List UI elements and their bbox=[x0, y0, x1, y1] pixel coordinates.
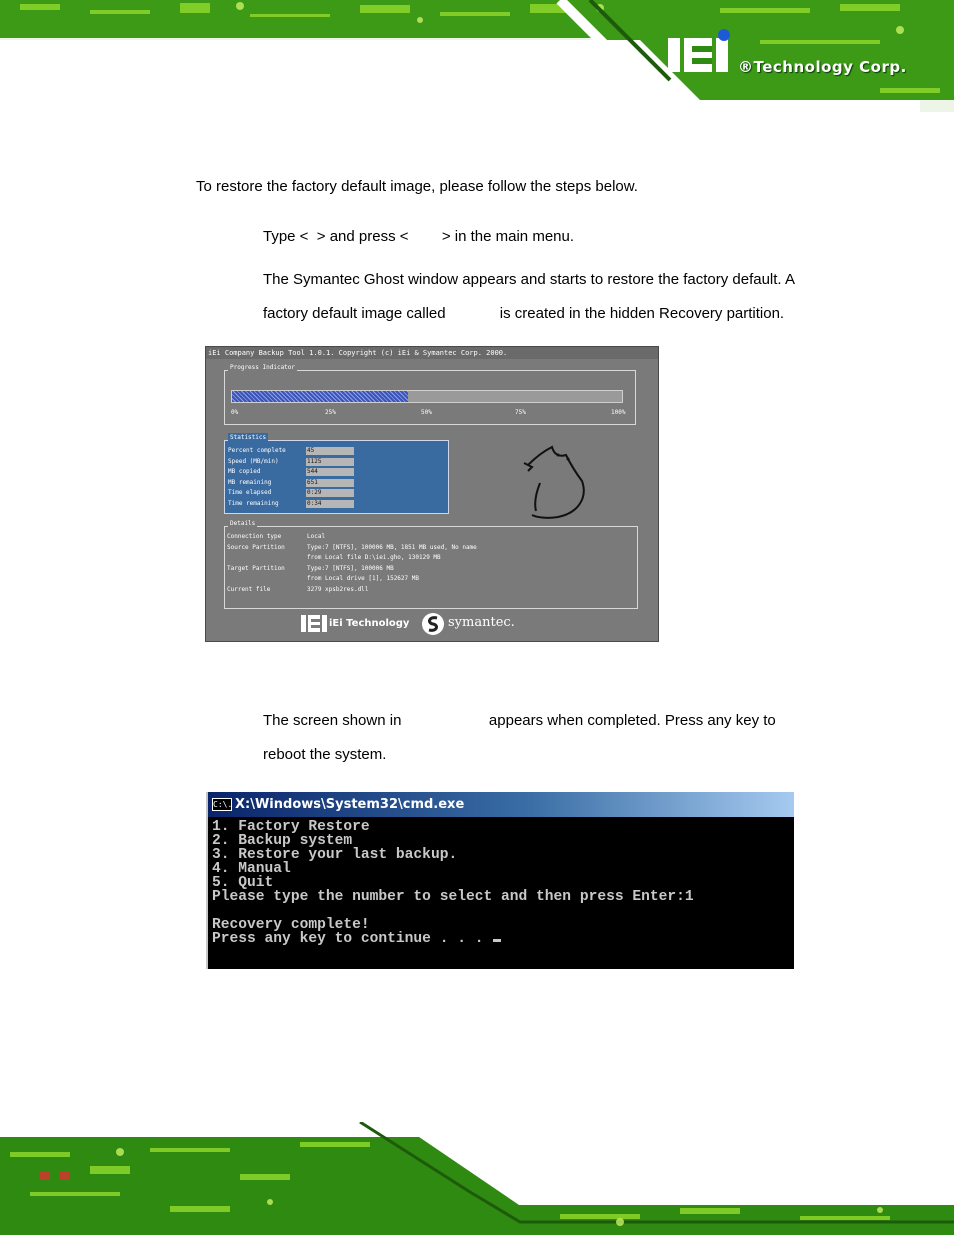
stat-value: 0:29 bbox=[306, 489, 354, 497]
cmd-output-line: 3. Restore your last backup. bbox=[212, 847, 458, 863]
detail-value: 3279 xpsb2res.dll bbox=[307, 585, 369, 593]
cmd-output-line: Please type the number to select and then press Enter:1 bbox=[212, 889, 694, 905]
brand-name: ®Technology Corp. bbox=[738, 58, 907, 76]
ghost-icon bbox=[518, 443, 593, 523]
cmd-prompt-line[interactable] bbox=[212, 932, 501, 946]
details-panel bbox=[224, 520, 638, 609]
stat-value: 1125 bbox=[306, 458, 354, 466]
cmd-window bbox=[206, 792, 794, 969]
progress-tick: 0% bbox=[231, 409, 239, 416]
detail-value: Local bbox=[307, 533, 326, 540]
cmd-output-line: Recovery complete! bbox=[212, 917, 370, 933]
statistics-panel bbox=[224, 434, 449, 514]
cmd-window-title: X:\Windows\System32\cmd.exe bbox=[235, 797, 465, 812]
details-label: Details bbox=[230, 520, 256, 527]
stat-value: 651 bbox=[306, 479, 354, 487]
stat-label: Percent complete bbox=[228, 447, 286, 454]
progress-tick: 75% bbox=[515, 409, 526, 416]
stat-row bbox=[228, 499, 279, 509]
footer-banner bbox=[0, 1122, 954, 1235]
detail-label: Source Partition bbox=[227, 543, 285, 551]
cmd-prompt-text: Press any key to continue . . . bbox=[212, 931, 493, 947]
stat-value: 544 bbox=[306, 468, 354, 476]
ghost-window-title: iEi Company Backup Tool 1.0.1. Copyright (c) iEi & Symantec Corp. 2000. bbox=[206, 347, 658, 359]
iei-small-logo bbox=[301, 613, 329, 633]
cmd-output-line: 1. Factory Restore bbox=[212, 819, 370, 835]
stat-value: 0:34 bbox=[306, 500, 354, 508]
progress-tick: 100% bbox=[611, 409, 626, 416]
iei-logo-mark bbox=[668, 26, 736, 76]
progress-bar-fill bbox=[232, 391, 408, 402]
cmd-window-icon: C:\. bbox=[213, 800, 233, 809]
iei-logo bbox=[668, 26, 736, 81]
symantec-icon bbox=[421, 612, 445, 636]
stat-value: 45 bbox=[306, 447, 354, 455]
stat-row bbox=[228, 467, 261, 477]
detail-value: Type:7 [NTFS], 100006 MB, 1851 MB used, No name bbox=[307, 543, 477, 551]
stat-label: Time elapsed bbox=[228, 489, 272, 496]
circuit-board-header-art bbox=[0, 0, 954, 112]
detail-label: Current file bbox=[227, 585, 271, 593]
stat-label: MB remaining bbox=[228, 478, 272, 486]
ghost-restore-window bbox=[205, 346, 659, 642]
stat-row bbox=[228, 457, 279, 467]
stat-label: MB copied bbox=[228, 468, 261, 475]
step2-text-line2: factory default image called is created in the hidden Recovery partition. bbox=[263, 305, 785, 322]
cmd-title-bar bbox=[208, 792, 794, 817]
detail-label: Target Partition bbox=[227, 564, 285, 572]
cmd-output-line: 4. Manual bbox=[212, 861, 291, 877]
step3-text-line2: reboot the system. bbox=[263, 746, 387, 763]
detail-value: from Local drive [1], 152627 MB bbox=[307, 575, 419, 582]
step1-text: Type < > and press < > in the main menu. bbox=[263, 228, 575, 245]
cmd-output-line: 5. Quit bbox=[212, 875, 274, 891]
progress-indicator-label: Progress Indicator bbox=[230, 364, 296, 371]
stat-row bbox=[228, 478, 271, 488]
detail-value: from Local file D:\iei.gho, 130129 MB bbox=[307, 554, 441, 561]
statistics-label: Statistics bbox=[230, 434, 267, 441]
intro-text: To restore the factory default image, please follow the steps below. bbox=[196, 178, 638, 195]
progress-tick: 25% bbox=[325, 409, 336, 416]
cmd-output-line: 2. Backup system bbox=[212, 833, 353, 849]
detail-label: Connection type bbox=[227, 533, 282, 540]
stat-row bbox=[228, 446, 286, 456]
stat-label: Time remaining bbox=[228, 499, 279, 507]
progress-bar bbox=[231, 390, 623, 403]
detail-value: Type:7 [NTFS], 100006 MB bbox=[307, 564, 394, 572]
stat-row bbox=[228, 488, 271, 498]
circuit-board-footer-art bbox=[0, 1122, 954, 1235]
text-cursor bbox=[493, 939, 501, 942]
step3-text-line1: The screen shown in appears when completed. Press any key to bbox=[263, 712, 776, 729]
step2-text-line1: The Symantec Ghost window appears and starts to restore the factory default. A bbox=[263, 271, 795, 288]
symantec-label: symantec. bbox=[448, 615, 515, 630]
iei-technology-label: iEi Technology bbox=[329, 618, 410, 629]
header-banner bbox=[0, 0, 954, 112]
progress-tick: 50% bbox=[421, 409, 432, 416]
stat-label: Speed (MB/min) bbox=[228, 457, 279, 465]
